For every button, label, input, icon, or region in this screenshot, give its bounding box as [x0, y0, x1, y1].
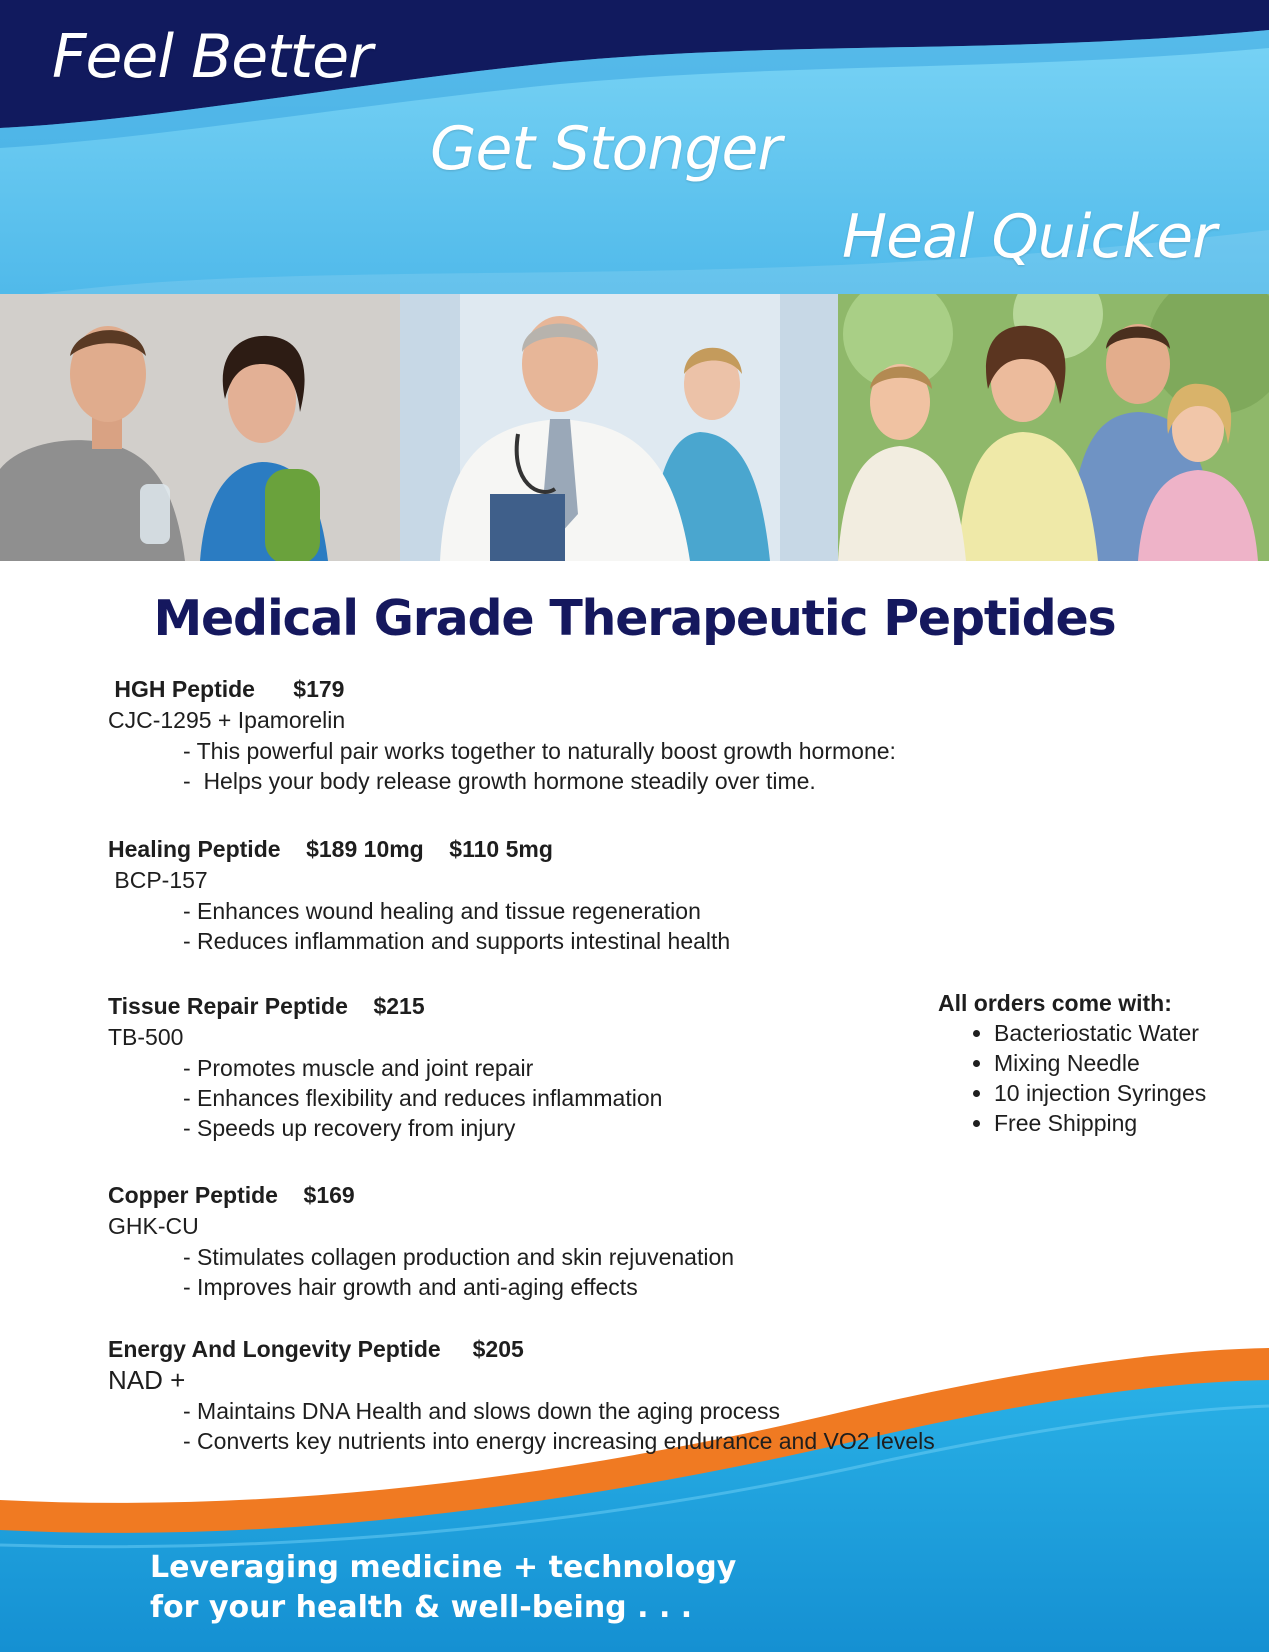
- product-energy-longevity-peptide: [108, 1334, 1008, 1456]
- product-tissue-repair-peptide: [108, 991, 1008, 1143]
- benefit-item: - Converts key nutrients into energy increasing endurance and VO2 levels: [183, 1428, 935, 1454]
- photo-strip: [0, 294, 1269, 561]
- photo-couple-fitness: [0, 294, 400, 561]
- benefit-item: - Speeds up recovery from injury: [183, 1115, 516, 1141]
- product-benefits: [108, 1053, 1008, 1143]
- included-item: • 10 injection Syringes: [994, 1078, 1258, 1108]
- product-benefits: [108, 736, 1008, 796]
- product-compound: GHK-CU: [108, 1213, 199, 1239]
- product-compound: CJC-1295 + Ipamorelin: [108, 707, 346, 733]
- included-item: • Mixing Needle: [994, 1048, 1258, 1078]
- included-box: [938, 988, 1258, 1138]
- product-heading: Healing Peptide $189 10mg $110 5mg: [108, 836, 553, 862]
- included-list: [938, 1018, 1258, 1138]
- footer-line-1: Leveraging medicine + technology: [150, 1550, 737, 1585]
- footer-line-2: for your health & well-being . . .: [150, 1590, 693, 1625]
- header-banner: [0, 0, 1269, 300]
- product-benefits: [108, 1396, 1008, 1456]
- tagline-feel-better: Feel Better: [52, 22, 372, 92]
- product-healing-peptide: [108, 834, 1008, 956]
- page-title: Medical Grade Therapeutic Peptides: [153, 590, 1116, 647]
- included-item: • Bacteriostatic Water: [994, 1018, 1258, 1048]
- product-heading: Tissue Repair Peptide $215: [108, 993, 425, 1019]
- benefit-item: - Helps your body release growth hormone steadily over time.: [183, 768, 816, 794]
- benefit-item: - Stimulates collagen production and skin rejuvenation: [183, 1244, 735, 1270]
- benefit-item: - Enhances wound healing and tissue regeneration: [183, 898, 701, 924]
- benefit-item: - Promotes muscle and joint repair: [183, 1055, 534, 1081]
- product-compound: NAD +: [108, 1365, 186, 1395]
- product-hgh-peptide: [108, 674, 1008, 796]
- product-heading: HGH Peptide $179: [108, 676, 345, 702]
- product-compound: BCP-157: [108, 867, 208, 893]
- product-benefits: [108, 896, 1008, 956]
- tagline-heal-quicker: Heal Quicker: [842, 202, 1216, 272]
- product-heading: Energy And Longevity Peptide $205: [108, 1336, 524, 1362]
- benefit-item: - Reduces inflammation and supports intestinal health: [183, 928, 731, 954]
- tagline-get-stronger: Get Stonger: [430, 114, 782, 184]
- benefit-item: - Enhances flexibility and reduces inflammation: [183, 1085, 663, 1111]
- benefit-item: - Improves hair growth and anti-aging effects: [183, 1274, 638, 1300]
- photo-doctor-and-nurse: [400, 294, 838, 561]
- product-heading: Copper Peptide $169: [108, 1182, 355, 1208]
- product-compound: TB-500: [108, 1024, 184, 1050]
- photo-family-outdoors: [838, 294, 1269, 561]
- benefit-item: - Maintains DNA Health and slows down the aging process: [183, 1398, 781, 1424]
- included-item: • Free Shipping: [994, 1108, 1258, 1138]
- product-copper-peptide: [108, 1180, 1008, 1302]
- benefit-item: - This powerful pair works together to naturally boost growth hormone:: [183, 738, 896, 764]
- included-title: All orders come with:: [938, 990, 1172, 1016]
- product-benefits: [108, 1242, 1008, 1302]
